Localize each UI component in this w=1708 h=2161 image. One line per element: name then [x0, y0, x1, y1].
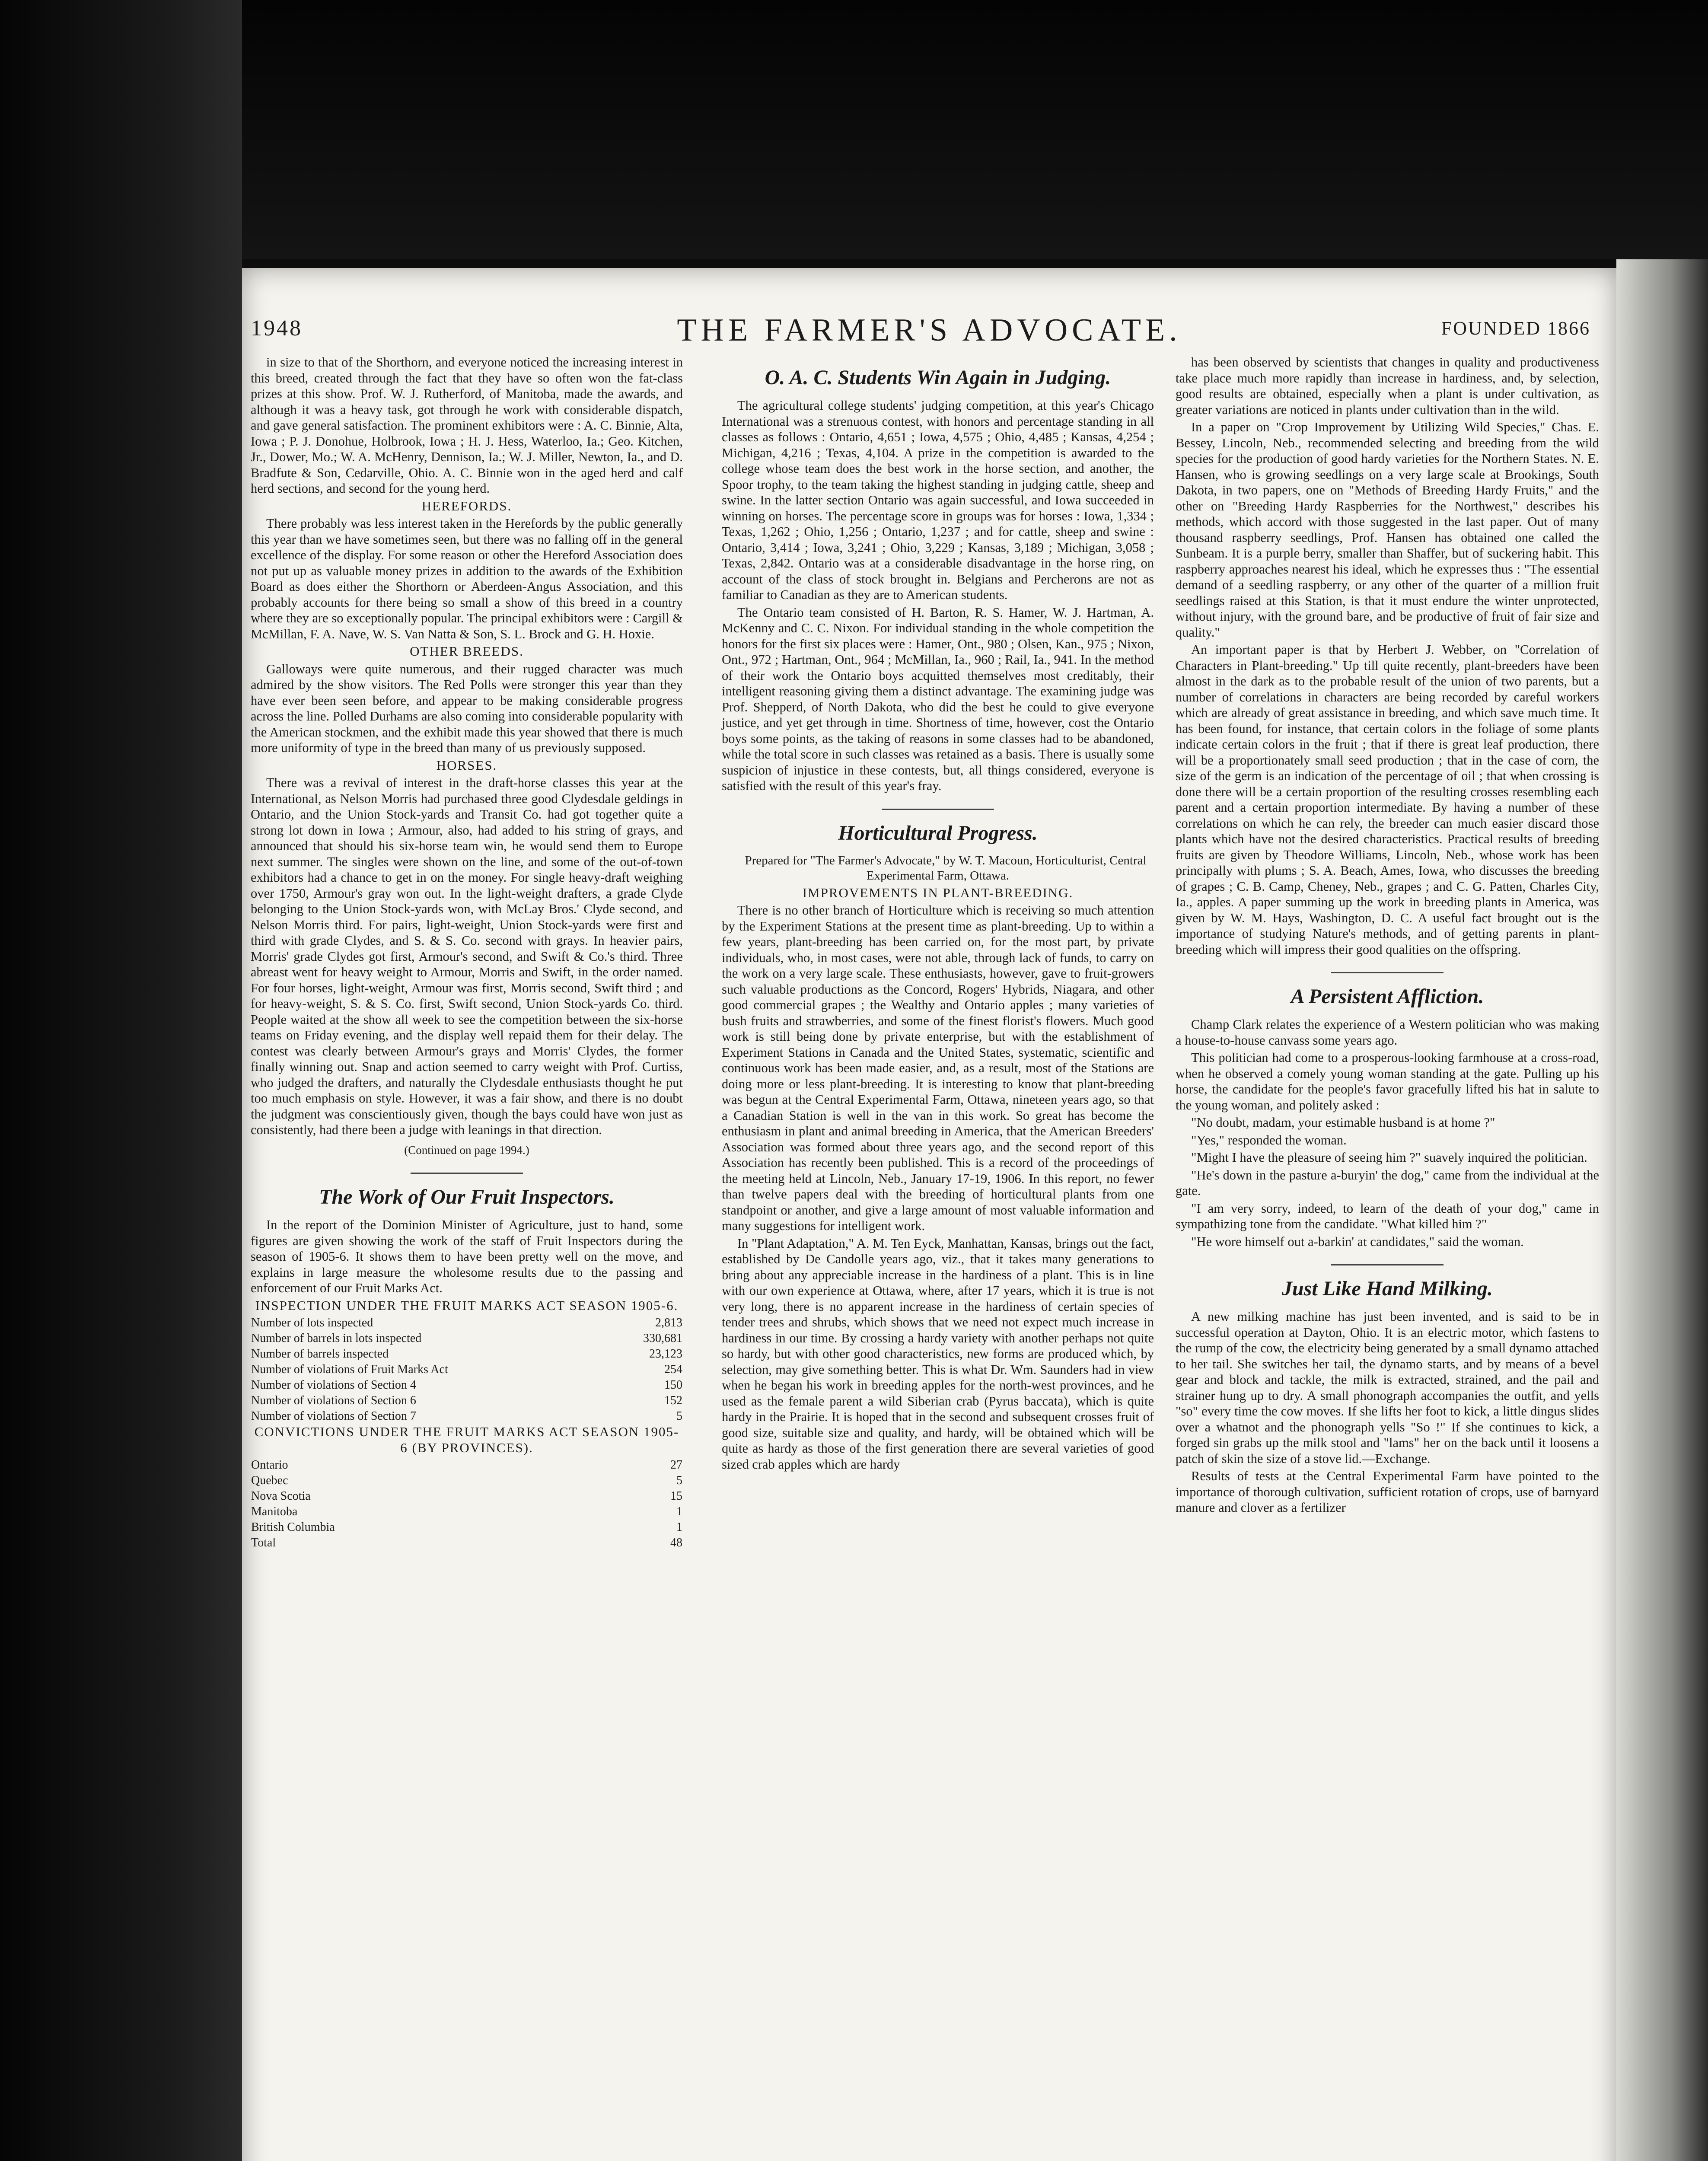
table-row: [251, 1473, 683, 1488]
table-cell: Nova Scotia: [251, 1489, 311, 1503]
paragraph: "Yes," responded the woman.: [1191, 1132, 1347, 1147]
table-cell: 27: [670, 1458, 682, 1472]
adjacent-page-edge: [1616, 259, 1708, 2161]
table-cell: Ontario: [251, 1458, 288, 1472]
section-heading: HORSES.: [436, 757, 497, 773]
byline: Prepared for "The Farmer's Advocate," by W. T. Macoun, Horticulturist, Central Experimental Farm, Ottawa.: [745, 853, 1147, 883]
divider: [1331, 972, 1444, 973]
paragraph: Galloways were quite numerous, and their rugged character was much admired by the show visitors. The Red Polls were stronger this year than they have ever been seen before, and appear to be making considerable progress across the line. Polled Durhams are also coming into considerable popularity with the American stockmen, and the exhibit made this year showed that there is much more uniformity of type in the breed than many of us previously supposed.: [251, 661, 683, 755]
table-row: [251, 1393, 683, 1409]
publication-title: THE FARMER'S ADVOCATE.: [677, 312, 1182, 348]
table-row-total: [251, 1535, 683, 1551]
convictions-table: [251, 1457, 683, 1551]
table-cell: 5: [676, 1474, 682, 1487]
column-2: [722, 354, 1154, 1474]
section-heading: OTHER BREEDS.: [410, 644, 524, 659]
table-cell: Manitoba: [251, 1505, 298, 1518]
divider: [411, 1173, 523, 1174]
table-row: [251, 1362, 683, 1377]
paragraph: An important paper is that by Herbert J. Webber, on "Correlation of Characters in Plant-breeding." Up till quite recently, plant-breeders have been almost in the dark as to the probable result of the union of two parents, but a number of correlations in characters are being recorded by careful workers which are already of great assistance in breeding, and which save much time. It has been found, for instance, that certain colors in the foliage of some plants indicate certain colors in the fruit ; that if there is great leaf production, there will be a proportionately small seed production ; that in the case of corn, the size of the germ is an indication of the percentage of oil ; that when crossing is done there will be a certain proportion of the resulting crosses resembling each parent and a certain proportion intermediate. By having a number of these correlations on which he can rely, the breeder can much easier discard those plants which have not the desired characteristics. Practical results of breeding fruits are given by Theodore Williams, Lincoln, Neb., whose work has been principally with plums ; S. A. Beach, Ames, Iowa, who discusses the breeding of grapes ; C. B. Camp, Cheney, Neb., grapes ; and C. G. Patten, Charles City, Ia., apples. A paper summing up the work in breeding plants in America, was given by W. M. Hays, Washington, D. C. A useful fact brought out is the importance of studying Nature's methods, and of getting parents in plant-breeding which will impress their good qualities on the offspring.: [1176, 642, 1599, 957]
paragraph: in size to that of the Shorthorn, and everyone noticed the increasing interest in this breed, created through the fact that they have so often won the fat-class prizes at this show. Prof. W. J. Rutherford, of Manitoba, made the awards, and although it was a heavy task, got through he work with considerable dispatch, and gave general satisfaction. The prominent exhibitors were : A. C. Binnie, Alta, Iowa ; P. J. Donohue, Holbrook, Iowa ; H. J. Hess, Waterloo, Ia.; Geo. Kitchen, Jr., Dower, Mo.; W. A. McHenry, Dennison, Ia.; W. J. Miller, Newton, Ia., and D. Bradfute & Son, Cedarville, Ohio. A. C. Binnie won in the aged herd and calf herd sections, and second for the young herd.: [251, 355, 683, 496]
article-headline: O. A. C. Students Win Again in Judging.: [765, 366, 1111, 389]
paragraph: This politician had come to a prosperous-looking farmhouse at a cross-road, when he observed a comely young woman standing at the gate. Pulling up his horse, the candidate for the people's favor gracefully lifted his hat in salute to the young woman, and politely asked :: [1176, 1050, 1599, 1112]
table-cell: 1: [676, 1505, 682, 1518]
paragraph: The agricultural college students' judging competition, at this year's Chicago International was a strenuous contest, with honors and percentage standing in all classes as follows : Ontario, 4,651 ; Iowa, 4,575 ; Ohio, 4,485 ; Kansas, 4,254 ; Michigan, 4,216 ; Texas, 4,104. A prize in the competition is awarded to the college whose team does the best work in the horse section, and another, the Spoor trophy, to the team taking the highest standing in judging cattle, sheep and swine. In the latter section Ontario was again successful, and Iowa succeeded in winning on horses. The percentage score in groups was for horses : Iowa, 1,334 ; Texas, 1,262 ; Ohio, 1,256 ; Ontario, 1,237 ; and for cattle, sheep and swine : Ontario, 3,414 ; Iowa, 3,241 ; Ohio, 3,229 ; Kansas, 3,189 ; Michigan, 3,058 ; Texas, 2,842. Ontario was at a considerable disadvantage in the horse ring, on account of the class of stock brought in. Belgians and Percherons are not as familiar to Canadian as they are to American students.: [722, 398, 1154, 602]
table-cell: 150: [664, 1378, 682, 1392]
paragraph: "Might I have the pleasure of seeing him ?" suavely inquired the politician.: [1191, 1150, 1587, 1165]
paragraph: A new milking machine has just been invented, and is said to be in successful operation at Dayton, Ohio. It is an electric motor, which fastens to the rump of the cow, the electricity being generated by a small dynamo attached to her tail. She switches her tail, the dynamo starts, and by means of a bevel gear and block and tackle, the milk is extracted, strained, and the pail and strainer hung up to dry. A small phonograph accompanies the outfit, and yells "so" every time the cow moves. If she lifts her foot to kick, a little dingus slides over a whatnot and the phonograph yells "So !" If she continues to kick, a forged sin grabs up the milk stool and "lams" her on the back until it loosens a patch of skin the size of a stove lid.—Exchange.: [1176, 1309, 1599, 1466]
film-border-top: [0, 0, 1708, 259]
table-cell: 330,681: [643, 1332, 682, 1345]
inspection-table: [251, 1315, 683, 1424]
table-row: [251, 1457, 683, 1473]
paragraph: The Ontario team consisted of H. Barton, R. S. Hamer, W. J. Hartman, A. McKenny and C. C. Nixon. For individual standing in the whole competition the honors for the first six places were : Hamer, Ont., 980 ; Olsen, Kan., 975 ; Nixon, Ont., 972 ; Hartman, Ont., 964 ; McMillan, Ia., 960 ; Rail, Ia., 941. In the method of their work the Ontario boys acquitted themselves most creditably, their intelligent reasoning giving them a distinct advantage. The examining judge was Prof. Shepperd, of North Dakota, who did the best he could to give everyone justice, and yet get through in time. Shortness of time, however, cost the Ontario boys some points, as the taking of reasons in some classes had to be abandoned, while the total score in such classes was retained as a basis. There is usually some suspicion of injustice in these contests, but, all things considered, everyone is satisfied with the result of this year's fray.: [722, 605, 1154, 793]
table-cell: 48: [670, 1536, 682, 1549]
table-cell: Number of violations of Section 4: [251, 1378, 416, 1392]
section-heading: IMPROVEMENTS IN PLANT-BREEDING.: [802, 885, 1074, 900]
divider: [882, 809, 994, 810]
table-cell: British Columbia: [251, 1520, 335, 1534]
table-cell: Number of lots inspected: [251, 1316, 373, 1329]
paragraph: "He wore himself out a-barkin' at candidates," said the woman.: [1191, 1234, 1524, 1249]
paragraph: "He's down in the pasture a-buryin' the dog," came from the individual at the gate.: [1176, 1167, 1599, 1198]
table-cell: Number of barrels in lots inspected: [251, 1332, 422, 1345]
table-cell: 15: [670, 1489, 682, 1503]
paragraph: "I am very sorry, indeed, to learn of the death of your dog," came in sympathizing tone from the candidate. "What killed him ?": [1176, 1201, 1599, 1231]
paragraph: In the report of the Dominion Minister of Agriculture, just to hand, some figures are given showing the work of the staff of Fruit Inspectors during the season of 1905-6. It shows them to have been pretty well on the move, and explains in large measure the wholesome results due to the passing and enforcement of our Fruit Marks Act.: [251, 1218, 683, 1295]
table-cell: Total: [251, 1536, 276, 1549]
table-cell: 5: [676, 1409, 682, 1423]
table-row: [251, 1377, 683, 1393]
table-row: [251, 1315, 683, 1331]
column-1: [251, 354, 683, 1551]
paragraph: In a paper on "Crop Improvement by Utilizing Wild Species," Chas. E. Bessey, Lincoln, Neb., recommended selecting and breeding from the wild species for the production of good hardy varieties for the Northern States. N. E. Hansen, who is growing seedlings on a very large scale at Brookings, South Dakota, in two papers, one on "Methods of Breeding Hardy Fruits," and the other on "Breeding Hardy Raspberries for the Northwest," describes his methods, which accord with those suggested in the last paper. Out of many thousand raspberry seedlings, Prof. Hansen has obtained one called the Sunbeam. It is a purple berry, smaller than Shaffer, but of suckering habit. This raspberry approaches nearest his ideal, which he expresses thus : "The essential demand of a seedling raspberry, or any other of the quarter of a million fruit seedlings raised at this Station, is that it must endure the winter unprotected, without injury, with the ground bare, and be productive of fruit of fair size and quality.": [1176, 420, 1599, 640]
table-row: [251, 1409, 683, 1424]
column-3: [1176, 354, 1599, 1517]
table-title: INSPECTION UNDER THE FRUIT MARKS ACT SEASON 1905-6.: [255, 1297, 679, 1313]
table-row: [251, 1346, 683, 1362]
article-headline: Horticultural Progress.: [838, 821, 1038, 845]
article-headline: The Work of Our Fruit Inspectors.: [319, 1186, 615, 1208]
table-cell: 2,813: [655, 1316, 682, 1329]
newspaper-page: [242, 268, 1616, 2161]
paragraph: Results of tests at the Central Experimental Farm have pointed to the importance of thorough cultivation, sufficient rotation of crops, use of barnyard manure and clover as a fertilizer: [1176, 1469, 1599, 1515]
divider: [1331, 1264, 1444, 1265]
table-title: CONVICTIONS UNDER THE FRUIT MARKS ACT SEASON 1905-6 (BY PROVINCES).: [254, 1424, 679, 1455]
article-headline: Just Like Hand Milking.: [1281, 1277, 1493, 1300]
page-number: 1948: [251, 316, 303, 341]
table-cell: Quebec: [251, 1474, 288, 1487]
table-cell: 23,123: [649, 1347, 682, 1361]
table-cell: Number of barrels inspected: [251, 1347, 389, 1361]
table-cell: 1: [676, 1520, 682, 1534]
table-row: [251, 1488, 683, 1504]
paragraph: In "Plant Adaptation," A. M. Ten Eyck, Manhattan, Kansas, brings out the fact, established by De Candolle years ago, viz., that it takes many generations to bring about any appreciable increase in the hardiness of a plant. This is in line with our own experience at Ottawa, where, after 17 years, which it is true is not very long, there is no apparent increase in the hardiness of certain species of tender trees and shrubs, which shows that we need not expect much increase in hardiness in our time. By crossing a hardy variety with another perhaps not quite so hardy, but with other good characteristics, new forms are produced which, by selection, may give something better. This is what Dr. Wm. Saunders had in view when he began his work in breeding apples for the north-west provinces, and he used as the female parent a wild Siberian crab (Pyrus baccata), which is quite hardy in the Prairie. It is hoped that in the second and subsequent crosses fruit of good size, suitable size and quality, and hardy, will be obtained which will be quite as hardy as those of the first generation there are several varieties of good sized crab apples which are hardy: [722, 1236, 1154, 1472]
table-row: [251, 1520, 683, 1535]
film-border-left: [0, 0, 242, 2161]
section-heading: HEREFORDS.: [421, 498, 512, 513]
table-row: [251, 1331, 683, 1346]
article-headline: A Persistent Affliction.: [1291, 985, 1484, 1008]
continued-note: (Continued on page 1994.): [404, 1143, 529, 1157]
table-cell: Number of violations of Section 6: [251, 1394, 416, 1407]
table-cell: Number of violations of Fruit Marks Act: [251, 1363, 448, 1376]
paragraph: There probably was less interest taken in the Herefords by the public generally this year than we have sometimes seen, but there was no falling off in the general excellence of the display. For some reason or other the Hereford Association does not put up as valuable money prizes in addition to the awards of the Exhibition Board as does either the Shorthorn or Aberdeen-Angus Association, and this probably accounts for there being so small a show of this breed in a country where they are so exceptionally popular. The principal exhibitors were : Cargill & McMillan, F. A. Nave, W. S. Van Natta & Son, S. L. Brock and G. H. Hoxie.: [251, 516, 683, 641]
paragraph: Champ Clark relates the experience of a Western politician who was making a house-to-house canvass some years ago.: [1176, 1017, 1599, 1048]
table-cell: Number of violations of Section 7: [251, 1409, 416, 1423]
founded-line: FOUNDED 1866: [1441, 318, 1590, 339]
table-row: [251, 1504, 683, 1520]
table-cell: 254: [664, 1363, 682, 1376]
paragraph: has been observed by scientists that changes in quality and productiveness take place much more rapidly than increase in hardiness, and, by selection, good results are obtained, especially when a plant is under cultivation, as greater variations are noticed in plants under cultivation than in the wild.: [1176, 355, 1599, 417]
table-cell: 152: [664, 1394, 682, 1407]
paragraph: There is no other branch of Horticulture which is receiving so much attention by the Experiment Stations at the present time as plant-breeding. Up to within a few years, plant-breeding has been carried on, for the most part, by private individuals, who, in most cases, were not able, through lack of funds, to carry on the work on a very large scale. These enthusiasts, however, gave to fruit-growers such valuable productions as the Concord, Rogers' Hybrids, Niagara, and other good commercial grapes ; the Wealthy and Ontario apples ; many varieties of bush fruits and strawberries, and some of the finest florist's flowers. Much good work is still being done by private enterprise, but with the establishment of Experiment Stations in Canada and the United States, systematic, scientific and continuous work has been made easier, and, as a result, most of the Stations are doing more or less plant-breeding. It is interesting to know that plant-breeding was begun at the Central Experimental Farm, Ottawa, nineteen years ago, so that a Canadian Station is well in the van in this work. So great has become the enthusiasm in plant and animal breeding in America, that the American Breeders' Association was formed about three years ago, and the second report of this Association has recently been published. This is a record of the proceedings of the meeting held at Lincoln, Neb., January 17-19, 1906. In this report, no fewer than twelve papers deal with the breeding of horticultural plants from one standpoint or another, and give a large amount of most valuable information and many suggestions for intelligent work.: [722, 903, 1154, 1233]
paragraph: "No doubt, madam, your estimable husband is at home ?": [1191, 1115, 1495, 1130]
paragraph: There was a revival of interest in the draft-horse classes this year at the International, as Nelson Morris had purchased three good Clydesdale geldings in Ontario, and the Union Stock-yards and Transit Co. had got together quite a strong lot down in Iowa ; Armour, also, had added to his string of grays, and announced that should his six-horse team win, he would send them to Europe next summer. The singles were shown on the line, and some of the out-of-town exhibitors had a chance to get in on the money. For single heavy-draft weighing over 1750, Armour's gray won out. In the light-weight drafters, a grade Clyde belonging to the Union Stock-yards won, with McLay Bros.' Clyde second, and Nelson Morris third. For pairs, light-weight, Union Stock-yards were first and third with grade Clydes, and S. & S. Co. second with grays. In heavier pairs, Morris' grade Clydes got first, Armour's second, and Swift & Co.'s third. Three abreast went for heavy weight to Armour, Morris and Swift, in the order named. For four horses, light-weight, Armour was first, Morris second, Swift third ; and for heavy-weight, S. & S. Co. first, Swift second, Union Stock-yards Co. third. People waited at the show all week to see the competition between the six-horse teams on Friday evening, and the display well repaid them for their delay. The contest was clearly between Armour's grays and Morris' Clydes, the former finally winning out. Snap and action seemed to carry weight with Prof. Curtiss, who judged the drafters, and naturally the Clydesdale enthusiasts thought he put too much emphasis on style. However, it was a fair show, and there is no doubt the judgment was conscientiously given, though the bays could have won just as consistently, had there been a judge with leanings in that direction.: [251, 775, 683, 1137]
